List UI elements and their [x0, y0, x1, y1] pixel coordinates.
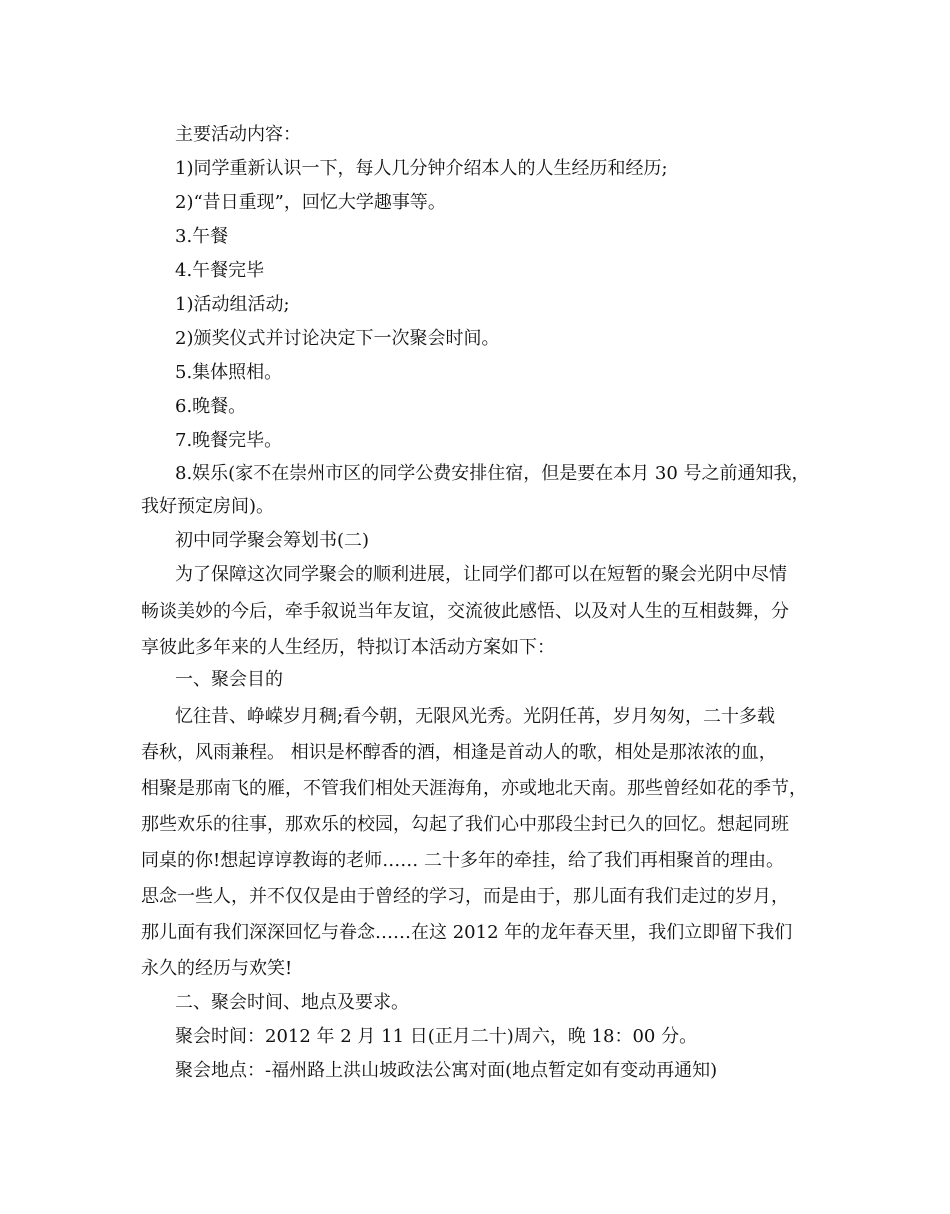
- paragraph-line: 享彼此多年来的人生经历，特拟订本活动方案如下：: [141, 637, 555, 658]
- section-heading: 一、聚会目的: [175, 669, 283, 690]
- paragraph-line: 畅谈美妙的今后，牵手叙说当年友谊，交流彼此感悟、以及对人生的互相鼓舞，分: [141, 601, 789, 622]
- paragraph-line: 春秋，风雨兼程。 相识是杯醇香的酒，相逢是首动人的歌，相处是那浓浓的血，: [141, 742, 777, 763]
- paragraph-line: 4.午餐完毕: [175, 260, 265, 281]
- section-heading: 二、聚会时间、地点及要求。: [175, 992, 409, 1013]
- paragraph-line: 主要活动内容：: [175, 124, 301, 145]
- paragraph-line: 我好预定房间)。: [141, 496, 275, 517]
- paragraph-line: 1)活动组活动;: [175, 294, 290, 315]
- paragraph-line: 8.娱乐(家不在崇州市区的同学公费安排住宿，但是要在本月 30 号之前通知我，: [175, 463, 810, 484]
- paragraph-line: 思念一些人，并不仅仅是由于曾经的学习，而是由于，那儿面有我们走过的岁月，: [141, 886, 789, 907]
- paragraph-line: 7.晚餐完毕。: [175, 430, 283, 451]
- paragraph-line: 聚会地点：-福州路上洪山坡政法公寓对面(地点暂定如有变动再通知): [175, 1060, 718, 1081]
- paragraph-line: 2)“昔日重现”，回忆大学趣事等。: [175, 192, 446, 213]
- paragraph-line: 那儿面有我们深深回忆与眷念……在这 2012 年的龙年春天里，我们立即留下我们: [141, 922, 793, 943]
- paragraph-line: 永久的经历与欢笑!: [141, 958, 293, 979]
- paragraph-line: 5.集体照相。: [175, 362, 283, 383]
- paragraph-line: 2)颁奖仪式并讨论决定下一次聚会时间。: [175, 328, 500, 349]
- paragraph-line: 相聚是那南飞的雁，不管我们相处天涯海角，亦或地北天南。那些曾经如花的季节，: [141, 778, 807, 799]
- paragraph-line: 同桌的你!想起谆谆教诲的老师…… 二十多年的牵挂，给了我们再相聚首的理由。: [141, 850, 784, 871]
- paragraph-line: 那些欢乐的往事，那欢乐的校园，勾起了我们心中那段尘封已久的回忆。想起同班: [141, 814, 789, 835]
- paragraph-line: 3.午餐: [175, 226, 229, 247]
- paragraph-line: 忆往昔、峥嵘岁月稠;看今朝，无限风光秀。光阴任苒，岁月匆匆，二十多载: [175, 706, 776, 727]
- paragraph-line: 聚会时间：2012 年 2 月 11 日(正月二十)周六，晚 18：00 分。: [175, 1026, 698, 1047]
- paragraph-line: 6.晚餐。: [175, 396, 247, 417]
- paragraph-line: 为了保障这次同学聚会的顺利进展，让同学们都可以在短暂的聚会光阴中尽情: [175, 564, 787, 585]
- section-title: 初中同学聚会筹划书(二): [175, 530, 370, 551]
- paragraph-line: 1)同学重新认识一下，每人几分钟介绍本人的人生经历和经历;: [175, 158, 668, 179]
